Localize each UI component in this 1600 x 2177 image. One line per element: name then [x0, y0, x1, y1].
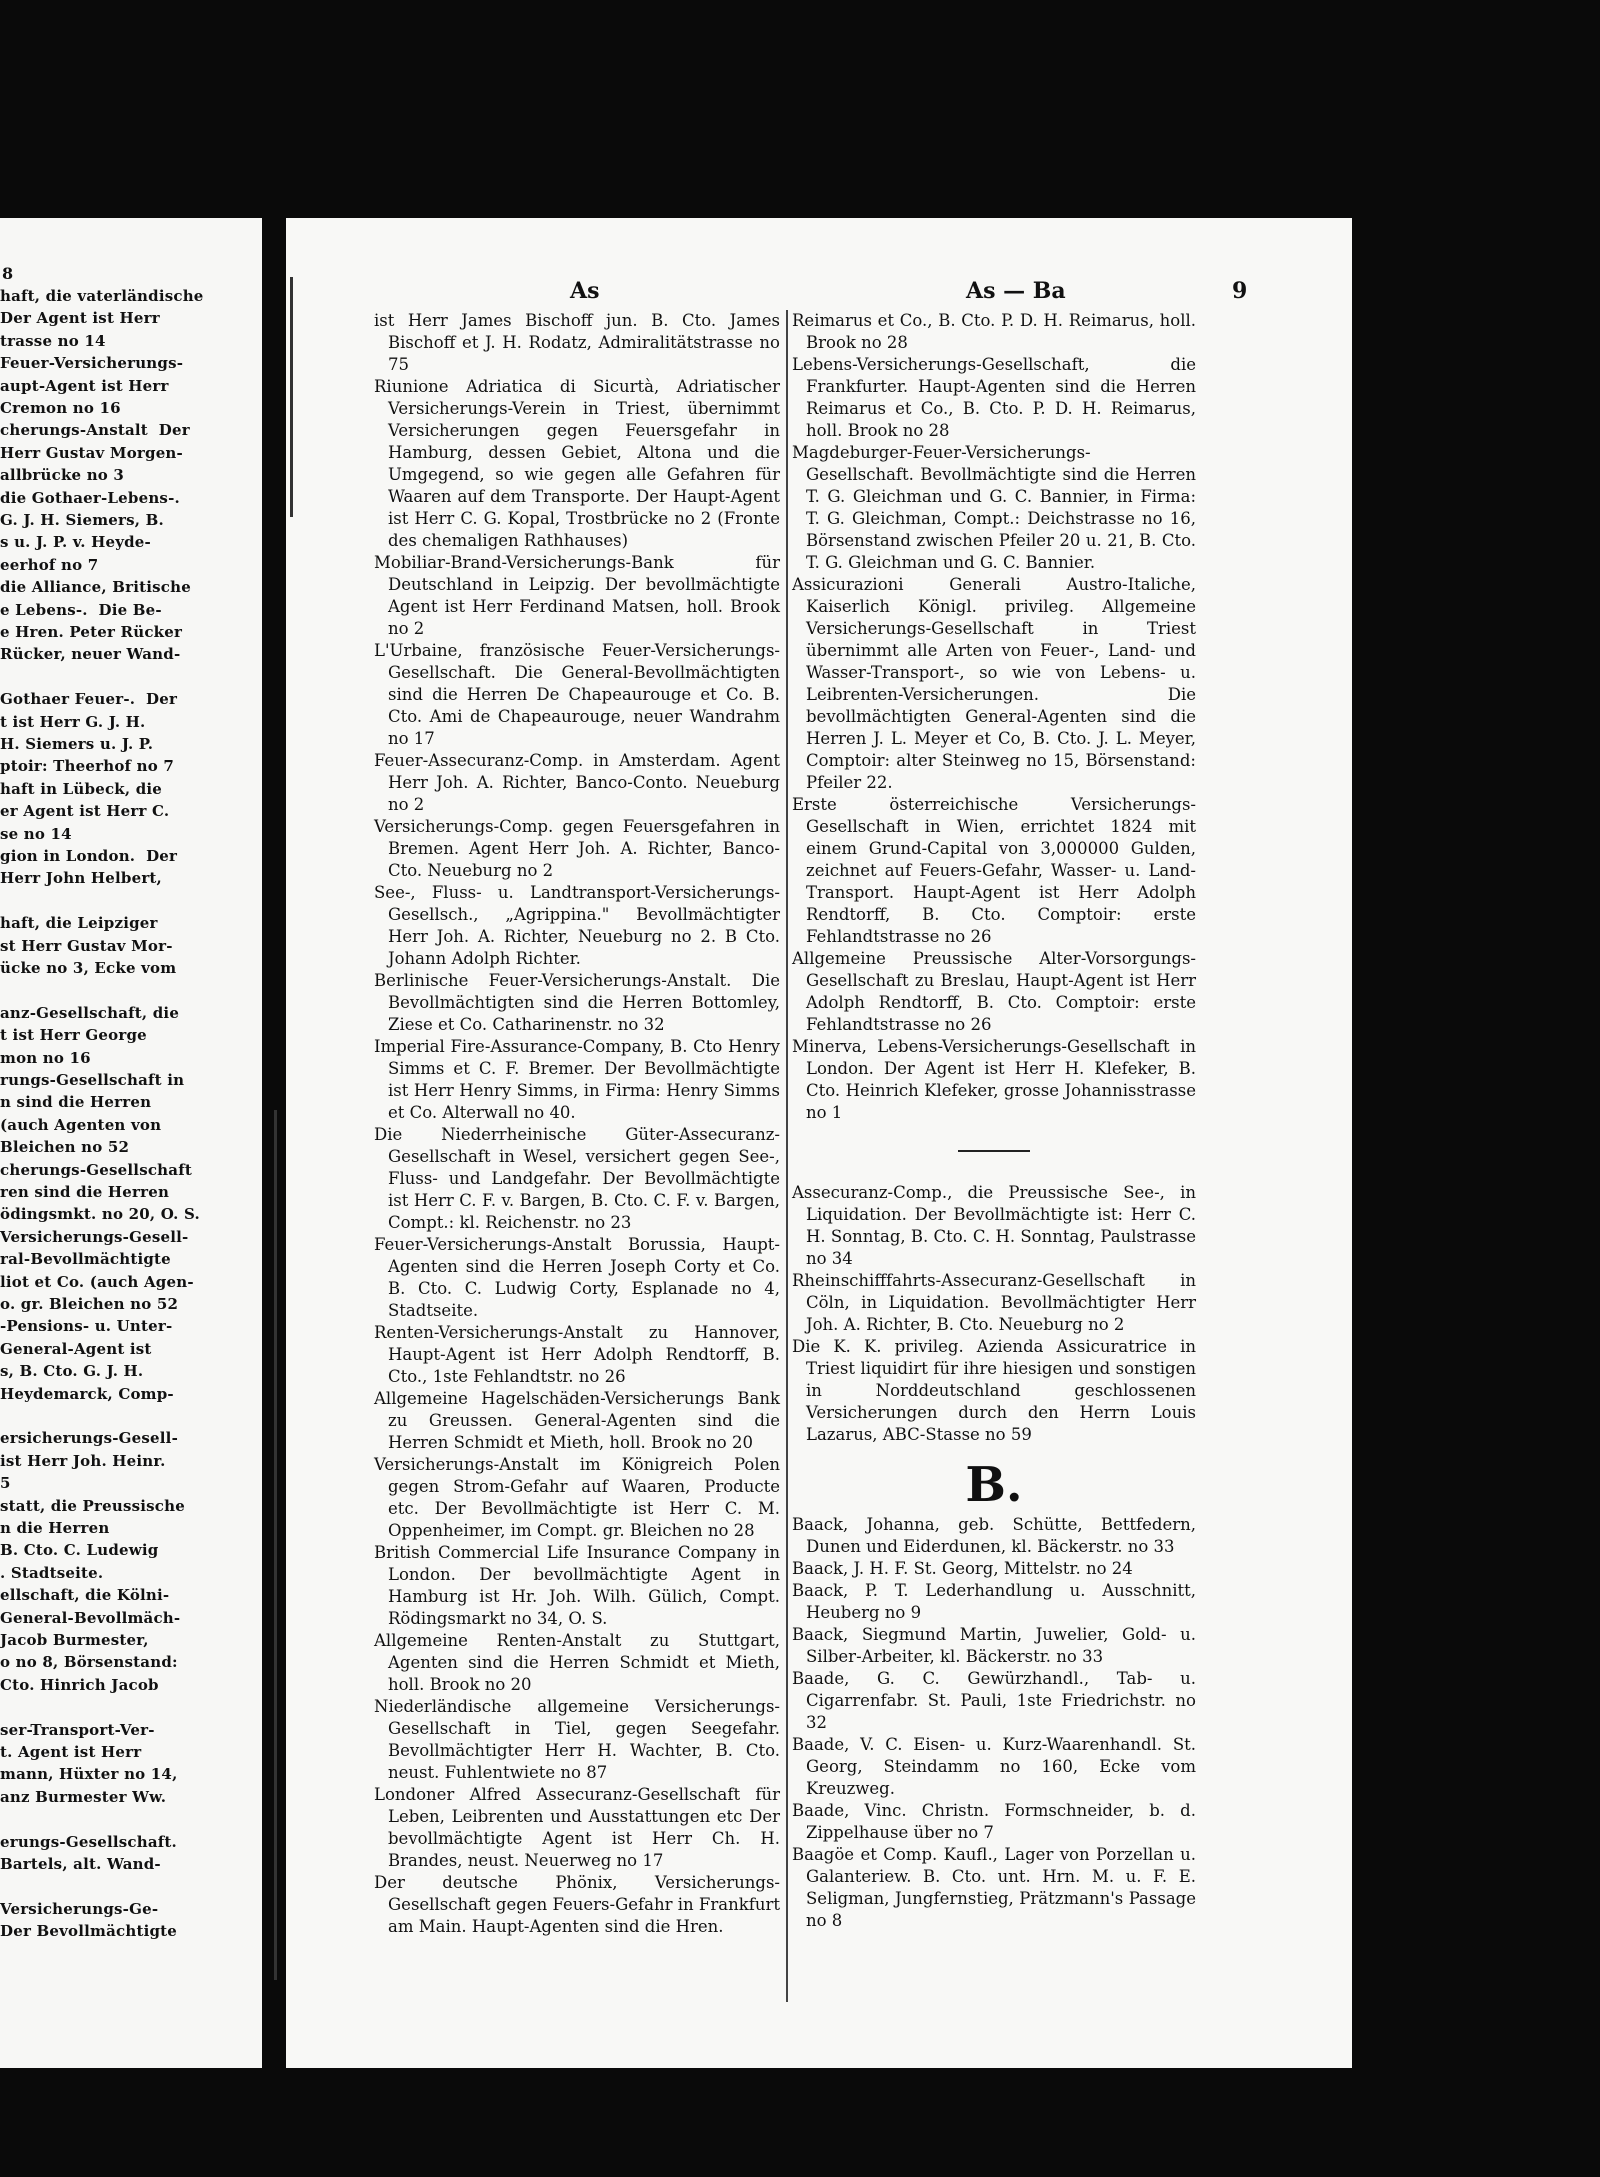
- left-page-line: die Alliance, Britische: [0, 578, 191, 597]
- left-page-line: Cremon no 16: [0, 399, 121, 417]
- directory-entry: Baack, J. H. F. St. Georg, Mittelstr. no 24: [792, 1559, 1133, 1578]
- left-page-line: mann, Hüxter no 14,: [0, 1765, 178, 1784]
- left-page-line: allbrücke no 3: [0, 466, 125, 485]
- left-page-line: G. J. H. Siemers, B.: [0, 511, 164, 529]
- directory-entry: Baade, Vinc. Christn. Formschneider, b. d. Zippelhause über no 7: [792, 1801, 1196, 1842]
- left-page-line: ser-Transport-Ver-: [0, 1720, 155, 1739]
- left-page-line: Heydemarck, Comp-: [0, 1384, 174, 1403]
- directory-entry: Versicherungs-Anstalt im Königreich Polen gegen Strom-Gefahr auf Waaren, Producte etc. Der Bevollmächtigte ist Herr C. M. Oppenheimer, im Compt. gr. Bleichen no 28: [374, 1455, 780, 1540]
- directory-entry: Baade, V. C. Eisen- u. Kurz-Waarenhandl. St. Georg, Steindamm no 160, Ecke vom Kreuzweg.: [792, 1735, 1196, 1798]
- left-page-line: Der Agent ist Herr: [0, 309, 160, 328]
- directory-entry: Die Niederrheinische Güter-Assecuranz-Gesellschaft in Wesel, versichert gegen See-, Fluss- und Landgefahr. Der Bevollmächtigte ist Herr C. F. v. Bargen, B. Cto. C. F. v. Bargen, Compt.: kl. Reichenstr. no 23: [374, 1125, 780, 1232]
- left-page-line: Herr Gustav Morgen-: [0, 443, 183, 462]
- directory-entry: Versicherungs-Comp. gegen Feuersgefahren in Bremen. Agent Herr Joh. A. Richter, Banco-Cto. Neueburg no 2: [374, 817, 780, 880]
- directory-entry: Assicurazioni Generali Austro-Italiche, Kaiserlich Königl. privileg. Allgemeine Versicherungs-Gesellschaft in Triest übernimmt alle Arten von Feuer-, Land- und Wasser-Transport-, so wie von Lebens- u. Leibrenten-Versicherungen. Die bevollmächtigten General-Agenten sind die Herren J. L. Meyer et Co, B. Cto. J. L. Meyer, Comptoir: alter Steinweg no 15, Börsenstand: Pfeiler 22.: [792, 575, 1196, 792]
- left-page-line: trasse no 14: [0, 331, 106, 350]
- left-page-line: ücke no 3, Ecke vom: [0, 959, 177, 977]
- left-page-line: Bleichen no 52: [0, 1138, 130, 1157]
- left-page-line: statt, die Preussische: [0, 1496, 185, 1515]
- left-page-line: die Gothaer-Lebens-.: [0, 488, 180, 507]
- binding-clasp-top: [290, 277, 293, 517]
- left-page-line: o no 8, Börsenstand:: [0, 1653, 178, 1672]
- directory-entry: Imperial Fire-Assurance-Company, B. Cto Henry Simms et C. F. Bremer. Der Bevollmächtigte ist Herr Henry Simms, in Firma: Henry Simms et Co. Alterwall no 40.: [374, 1037, 780, 1122]
- directory-entry: Berlinische Feuer-Versicherungs-Anstalt. Die Bevollmächtigten sind die Herren Bottomley, Ziese et Co. Catharinenstr. no 32: [374, 971, 780, 1034]
- directory-entry: Assecuranz-Comp., die Preussische See-, in Liquidation. Der Bevollmächtigte ist: Herr C. H. Sonntag, B. Cto. C. H. Sonntag, Paulstrasse no 34: [792, 1183, 1196, 1268]
- directory-entry: Allgemeine Preussische Alter-Vorsorgungs-Gesellschaft zu Breslau, Haupt-Agent ist Herr Adolph Rendtorff, B. Cto. Comptoir: erste Fehlandtstrasse no 26: [792, 949, 1196, 1034]
- directory-entry: Minerva, Lebens-Versicherungs-Gesellschaft in London. Der Agent ist Herr H. Klefeker, B. Cto. Heinrich Klefeker, grosse Johannisstrasse no 1: [792, 1037, 1196, 1122]
- left-page-line: General-Agent ist: [0, 1339, 152, 1358]
- directory-entry: Baagöe et Comp. Kaufl., Lager von Porzellan u. Galanteriew. B. Cto. unt. Hrn. M. u. F. E. Seligman, Jungfernstieg, Prätzmann's Passage no 8: [792, 1845, 1196, 1930]
- left-page-line: (auch Agenten von: [0, 1115, 162, 1134]
- left-corner-mark: 8: [2, 264, 14, 283]
- left-page-line: Rücker, neuer Wand-: [0, 645, 181, 664]
- left-page-line: cherungs-Gesellschaft: [0, 1160, 192, 1179]
- left-page-line: ral-Bevollmächtigte: [0, 1250, 171, 1269]
- directory-entry: Londoner Alfred Assecuranz-Gesellschaft für Leben, Leibrenten und Ausstattungen etc Der bevollmächtigte Agent ist Herr Ch. H. Brandes, neust. Neuerweg no 17: [374, 1785, 780, 1870]
- left-page-line: t ist Herr G. J. H.: [0, 712, 146, 731]
- left-page-line: Cto. Hinrich Jacob: [0, 1675, 159, 1694]
- directory-entry: Rheinschifffahrts-Assecuranz-Gesellschaft in Cöln, in Liquidation. Bevollmächtigter Herr Joh. A. Richter, B. Cto. Neueburg no 2: [792, 1271, 1196, 1334]
- directory-entry: Feuer-Versicherungs-Anstalt Borussia, Haupt-Agenten sind die Herren Joseph Corty et Co. B. Cto. C. Ludwig Corty, Esplanade no 4, Stadtseite.: [374, 1235, 780, 1320]
- directory-entry: Reimarus et Co., B. Cto. P. D. H. Reimarus, holl. Brook no 28: [792, 311, 1196, 352]
- directory-entry: Lebens-Versicherungs-Gesellschaft, die Frankfurter. Haupt-Agenten sind die Herren Reimarus et Co., B. Cto. P. D. H. Reimarus, holl. Brook no 28: [792, 355, 1196, 440]
- left-page-line: ist Herr Joh. Heinr.: [0, 1451, 166, 1470]
- left-page-line: Versicherungs-Ge-: [0, 1899, 159, 1918]
- left-page-line: st Herr Gustav Mor-: [0, 936, 173, 955]
- left-page-line: erungs-Gesellschaft.: [0, 1832, 177, 1851]
- running-head-left: As: [570, 278, 600, 304]
- right-page: [286, 218, 1352, 2068]
- left-page-line: liot et Co. (auch Agen-: [0, 1272, 194, 1291]
- left-page-line: e Hren. Peter Rücker: [0, 623, 183, 641]
- running-head-right: As — Ba: [966, 278, 1066, 304]
- left-page-line: Gothaer Feuer-. Der: [0, 690, 178, 709]
- directory-entry: British Commercial Life Insurance Company in London. Der bevollmächtigte Agent in Hamburg ist Hr. Joh. Wilh. Gülich, Compt. Rödingsmarkt no 34, O. S.: [374, 1543, 780, 1628]
- directory-entry: Baack, P. T. Lederhandlung u. Ausschnitt, Heuberg no 9: [792, 1581, 1196, 1622]
- directory-entry: Baade, G. C. Gewürzhandl., Tab- u. Cigarrenfabr. St. Pauli, 1ste Friedrichstr. no 32: [792, 1669, 1196, 1732]
- directory-entry: Erste österreichische Versicherungs-Gesellschaft in Wien, errichtet 1824 mit einem Grund-Capital von 3,000000 Gulden, zeichnet auf Feuers-Gefahr, Wasser- u. Land-Transport. Haupt-Agent ist Herr Adolph Rendtorff, B. Cto. Comptoir: erste Fehlandtstrasse no 26: [792, 795, 1196, 946]
- left-page-line: t ist Herr George: [0, 1026, 147, 1045]
- left-page-fragment: [0, 218, 262, 2068]
- left-page-line: ren sind die Herren: [0, 1183, 170, 1201]
- directory-entry: Feuer-Assecuranz-Comp. in Amsterdam. Agent Herr Joh. A. Richter, Banco-Conto. Neueburg no 2: [374, 751, 780, 814]
- directory-entry: Die K. K. privileg. Azienda Assicuratrice in Triest liquidirt für ihre hiesigen und sonstigen in Norddeutschland geschlossenen Versicherungen durch den Herrn Louis Lazarus, ABC-Stasse no 59: [792, 1337, 1196, 1444]
- left-page-line: General-Bevollmäch-: [0, 1608, 181, 1627]
- directory-entry: Mobiliar-Brand-Versicherungs-Bank für Deutschland in Leipzig. Der bevollmächtigte Agent ist Herr Ferdinand Matsen, holl. Brook no 2: [374, 553, 780, 638]
- binding-clasp-bottom: [274, 1110, 277, 1980]
- left-page-line: anz Burmester Ww.: [0, 1787, 167, 1806]
- left-page-line: ödingsmkt. no 20, O. S.: [0, 1205, 200, 1224]
- left-page-line: er Agent ist Herr C.: [0, 802, 170, 821]
- left-page-line: ersicherungs-Gesell-: [0, 1429, 179, 1448]
- left-page-line: Feuer-Versicherungs-: [0, 354, 184, 373]
- left-page-line: ellschaft, die Kölni-: [0, 1586, 170, 1605]
- left-page-line: e Lebens-. Die Be-: [0, 600, 162, 619]
- left-page-line: haft, die Leipziger: [0, 914, 158, 933]
- left-page-line: aupt-Agent ist Herr: [0, 376, 169, 395]
- directory-entry: Baack, Siegmund Martin, Juwelier, Gold- u. Silber-Arbeiter, kl. Bäckerstr. no 33: [792, 1625, 1196, 1666]
- directory-entry: Allgemeine Hagelschäden-Versicherungs Bank zu Greussen. General-Agenten sind die Herren Schmidt et Mieth, holl. Brook no 20: [374, 1389, 780, 1452]
- left-page-line: ptoir: Theerhof no 7: [0, 757, 174, 776]
- directory-entry: Renten-Versicherungs-Anstalt zu Hannover, Haupt-Agent ist Herr Adolph Rendtorff, B. Cto., 1ste Fehlandtstr. no 26: [374, 1323, 780, 1386]
- left-page-line: n die Herren: [0, 1519, 110, 1537]
- left-page-line: eerhof no 7: [0, 555, 99, 574]
- left-page-line: n sind die Herren: [0, 1093, 152, 1112]
- left-page-line: -Pensions- u. Unter-: [0, 1317, 173, 1336]
- page-number: 9: [1232, 278, 1248, 304]
- left-page-line: rungs-Gesellschaft in: [0, 1071, 185, 1089]
- left-page-line: o. gr. Bleichen no 52: [0, 1295, 179, 1313]
- column-separator: [786, 310, 788, 2002]
- left-page-line: mon no 16: [0, 1048, 91, 1067]
- left-page-line: s u. J. P. v. Heyde-: [0, 533, 151, 552]
- left-page-line: s, B. Cto. G. J. H.: [0, 1362, 144, 1381]
- directory-entry: Allgemeine Renten-Anstalt zu Stuttgart, Agenten sind die Herren Schmidt et Mieth, holl. Brook no 20: [374, 1631, 780, 1694]
- left-page-line: se no 14: [0, 824, 72, 843]
- column-left: [374, 310, 780, 1938]
- directory-entry: See-, Fluss- u. Landtransport-Versicherungs-Gesellsch., „Agrippina." Bevollmächtigter Herr Joh. A. Richter, Neueburg no 2. B Cto. Johann Adolph Richter.: [374, 883, 780, 968]
- left-page-line: gion in London. Der: [0, 847, 178, 865]
- left-page-line: haft, die vaterländische: [0, 287, 204, 305]
- left-page-line: haft in Lübeck, die: [0, 779, 163, 798]
- directory-entry: Riunione Adriatica di Sicurtà, Adriatischer Versicherungs-Verein in Triest, übernimmt Versicherungen gegen Feuersgefahr in Hamburg, dessen Gebiet, Altona und die Umgegend, so wie gegen alle Gefahren für Waaren auf dem Transporte. Der Haupt-Agent ist Herr C. G. Kopal, Trostbrücke no 2 (Fronte des chemaligen Rathhauses): [374, 377, 780, 550]
- left-page-line: Bartels, alt. Wand-: [0, 1855, 161, 1873]
- left-page-line: 5: [0, 1474, 11, 1493]
- left-page-line: B. Cto. C. Ludewig: [0, 1541, 159, 1560]
- directory-entry: Magdeburger-Feuer-Versicherungs-Gesellschaft. Bevollmächtigte sind die Herren T. G. Gleichman und G. C. Bannier, in Firma: T. G. Gleichman, Compt.: Deichstrasse no 16, Börsenstand zwischen Pfeiler 20 u. 21, B. Cto. T. G. Gleichman und G. C. Bannier.: [792, 443, 1196, 572]
- left-page-line: Versicherungs-Gesell-: [0, 1227, 189, 1246]
- section-letter-b: B.: [965, 1457, 1023, 1513]
- left-page-line: H. Siemers u. J. P.: [0, 735, 154, 753]
- section-rule: [958, 1150, 1030, 1152]
- left-page-line: cherungs-Anstalt Der: [0, 421, 190, 440]
- directory-entry: Der deutsche Phönix, Versicherungs-Gesellschaft gegen Feuers-Gefahr in Frankfurt am Main. Haupt-Agenten sind die Hren.: [374, 1873, 780, 1936]
- directory-entry: ist Herr James Bischoff jun. B. Cto. James Bischoff et J. H. Rodatz, Admiralitätstrasse no 75: [374, 311, 780, 374]
- left-page-line: Jacob Burmester,: [0, 1631, 149, 1649]
- left-page-line: . Stadtseite.: [0, 1563, 104, 1582]
- directory-entry: L'Urbaine, französische Feuer-Versicherungs-Gesellschaft. Die General-Bevollmächtigten sind die Herren De Chapeaurouge et Co. B. Cto. Ami de Chapeaurouge, neuer Wandrahm no 17: [374, 641, 780, 748]
- left-page-line: Herr John Helbert,: [0, 869, 162, 888]
- left-page-line: Der Bevollmächtigte: [0, 1922, 178, 1941]
- column-right: [792, 310, 1196, 1932]
- left-page-line: anz-Gesellschaft, die: [0, 1003, 180, 1022]
- left-page-line: t. Agent ist Herr: [0, 1743, 142, 1761]
- directory-entry: Baack, Johanna, geb. Schütte, Bettfedern, Dunen und Eiderdunen, kl. Bäckerstr. no 33: [792, 1515, 1196, 1556]
- directory-entry: Niederländische allgemeine Versicherungs-Gesellschaft in Tiel, gegen Seegefahr. Bevollmächtigter Herr H. Wachter, B. Cto. neust. Fuhlentwiete no 87: [374, 1697, 780, 1782]
